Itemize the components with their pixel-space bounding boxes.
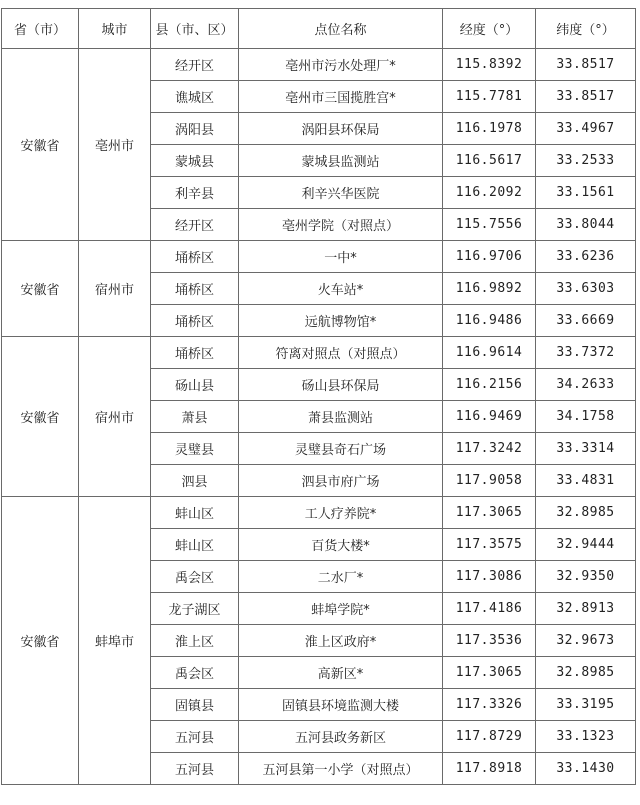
county-cell: 禹会区 bbox=[151, 561, 239, 593]
latitude-cell: 33.1430 bbox=[536, 753, 636, 785]
longitude-cell: 115.7781 bbox=[443, 81, 536, 113]
county-cell: 埇桥区 bbox=[151, 305, 239, 337]
county-cell: 萧县 bbox=[151, 401, 239, 433]
header-city: 城市 bbox=[79, 9, 151, 49]
county-cell: 固镇县 bbox=[151, 689, 239, 721]
latitude-cell: 33.8517 bbox=[536, 81, 636, 113]
longitude-cell: 116.9469 bbox=[443, 401, 536, 433]
longitude-cell: 117.3326 bbox=[443, 689, 536, 721]
latitude-cell: 32.8913 bbox=[536, 593, 636, 625]
county-cell: 龙子湖区 bbox=[151, 593, 239, 625]
site-name-cell: 二水厂* bbox=[239, 561, 443, 593]
table-row bbox=[2, 49, 636, 81]
province-cell: 安徽省 bbox=[2, 497, 79, 785]
header-row bbox=[2, 9, 636, 49]
site-name-cell: 利辛兴华医院 bbox=[239, 177, 443, 209]
longitude-cell: 117.3536 bbox=[443, 625, 536, 657]
county-cell: 五河县 bbox=[151, 721, 239, 753]
latitude-cell: 33.6236 bbox=[536, 241, 636, 273]
latitude-cell: 33.8044 bbox=[536, 209, 636, 241]
latitude-cell: 33.6669 bbox=[536, 305, 636, 337]
county-cell: 谯城区 bbox=[151, 81, 239, 113]
latitude-cell: 33.6303 bbox=[536, 273, 636, 305]
monitoring-sites-table bbox=[1, 8, 636, 785]
province-cell: 安徽省 bbox=[2, 241, 79, 337]
county-cell: 蚌山区 bbox=[151, 497, 239, 529]
site-name-cell: 一中* bbox=[239, 241, 443, 273]
longitude-cell: 117.4186 bbox=[443, 593, 536, 625]
header-county: 县（市、区） bbox=[151, 9, 239, 49]
site-name-cell: 火车站* bbox=[239, 273, 443, 305]
county-cell: 埇桥区 bbox=[151, 337, 239, 369]
site-name-cell: 百货大楼* bbox=[239, 529, 443, 561]
county-cell: 埇桥区 bbox=[151, 241, 239, 273]
latitude-cell: 33.1323 bbox=[536, 721, 636, 753]
longitude-cell: 116.2092 bbox=[443, 177, 536, 209]
table-row bbox=[2, 241, 636, 273]
province-cell: 安徽省 bbox=[2, 49, 79, 241]
table-row bbox=[2, 337, 636, 369]
latitude-cell: 33.7372 bbox=[536, 337, 636, 369]
site-name-cell: 蒙城县监测站 bbox=[239, 145, 443, 177]
latitude-cell: 32.9673 bbox=[536, 625, 636, 657]
longitude-cell: 116.9614 bbox=[443, 337, 536, 369]
county-cell: 经开区 bbox=[151, 49, 239, 81]
longitude-cell: 117.3065 bbox=[443, 497, 536, 529]
county-cell: 泗县 bbox=[151, 465, 239, 497]
longitude-cell: 117.9058 bbox=[443, 465, 536, 497]
latitude-cell: 33.3314 bbox=[536, 433, 636, 465]
city-cell: 宿州市 bbox=[79, 241, 151, 337]
county-cell: 利辛县 bbox=[151, 177, 239, 209]
site-name-cell: 蚌埠学院* bbox=[239, 593, 443, 625]
province-cell: 安徽省 bbox=[2, 337, 79, 497]
latitude-cell: 33.4831 bbox=[536, 465, 636, 497]
latitude-cell: 32.9444 bbox=[536, 529, 636, 561]
latitude-cell: 32.8985 bbox=[536, 497, 636, 529]
site-name-cell: 亳州学院（对照点） bbox=[239, 209, 443, 241]
header-longitude: 经度（°） bbox=[443, 9, 536, 49]
latitude-cell: 33.2533 bbox=[536, 145, 636, 177]
county-cell: 灵璧县 bbox=[151, 433, 239, 465]
site-name-cell: 亳州市三国揽胜宫* bbox=[239, 81, 443, 113]
county-cell: 淮上区 bbox=[151, 625, 239, 657]
longitude-cell: 117.3065 bbox=[443, 657, 536, 689]
site-name-cell: 淮上区政府* bbox=[239, 625, 443, 657]
longitude-cell: 116.9892 bbox=[443, 273, 536, 305]
latitude-cell: 34.1758 bbox=[536, 401, 636, 433]
city-cell: 亳州市 bbox=[79, 49, 151, 241]
site-name-cell: 固镇县环境监测大楼 bbox=[239, 689, 443, 721]
longitude-cell: 117.3575 bbox=[443, 529, 536, 561]
site-name-cell: 五河县第一小学（对照点） bbox=[239, 753, 443, 785]
county-cell: 砀山县 bbox=[151, 369, 239, 401]
table-body bbox=[2, 49, 636, 785]
latitude-cell: 33.3195 bbox=[536, 689, 636, 721]
header-latitude: 纬度（°） bbox=[536, 9, 636, 49]
latitude-cell: 33.1561 bbox=[536, 177, 636, 209]
latitude-cell: 33.8517 bbox=[536, 49, 636, 81]
county-cell: 经开区 bbox=[151, 209, 239, 241]
county-cell: 涡阳县 bbox=[151, 113, 239, 145]
site-name-cell: 高新区* bbox=[239, 657, 443, 689]
county-cell: 五河县 bbox=[151, 753, 239, 785]
longitude-cell: 115.7556 bbox=[443, 209, 536, 241]
city-cell: 宿州市 bbox=[79, 337, 151, 497]
latitude-cell: 32.9350 bbox=[536, 561, 636, 593]
site-name-cell: 远航博物馆* bbox=[239, 305, 443, 337]
longitude-cell: 117.8729 bbox=[443, 721, 536, 753]
site-name-cell: 五河县政务新区 bbox=[239, 721, 443, 753]
site-name-cell: 涡阳县环保局 bbox=[239, 113, 443, 145]
longitude-cell: 117.3242 bbox=[443, 433, 536, 465]
latitude-cell: 32.8985 bbox=[536, 657, 636, 689]
site-name-cell: 灵璧县奇石广场 bbox=[239, 433, 443, 465]
county-cell: 蒙城县 bbox=[151, 145, 239, 177]
site-name-cell: 泗县市府广场 bbox=[239, 465, 443, 497]
longitude-cell: 117.3086 bbox=[443, 561, 536, 593]
site-name-cell: 砀山县环保局 bbox=[239, 369, 443, 401]
longitude-cell: 117.8918 bbox=[443, 753, 536, 785]
latitude-cell: 34.2633 bbox=[536, 369, 636, 401]
site-name-cell: 符离对照点（对照点） bbox=[239, 337, 443, 369]
table-row bbox=[2, 497, 636, 529]
longitude-cell: 116.1978 bbox=[443, 113, 536, 145]
longitude-cell: 115.8392 bbox=[443, 49, 536, 81]
longitude-cell: 116.2156 bbox=[443, 369, 536, 401]
header-province: 省（市） bbox=[2, 9, 79, 49]
longitude-cell: 116.5617 bbox=[443, 145, 536, 177]
site-name-cell: 工人疗养院* bbox=[239, 497, 443, 529]
city-cell: 蚌埠市 bbox=[79, 497, 151, 785]
site-name-cell: 萧县监测站 bbox=[239, 401, 443, 433]
longitude-cell: 116.9486 bbox=[443, 305, 536, 337]
county-cell: 蚌山区 bbox=[151, 529, 239, 561]
county-cell: 埇桥区 bbox=[151, 273, 239, 305]
longitude-cell: 116.9706 bbox=[443, 241, 536, 273]
header-site-name: 点位名称 bbox=[239, 9, 443, 49]
county-cell: 禹会区 bbox=[151, 657, 239, 689]
site-name-cell: 亳州市污水处理厂* bbox=[239, 49, 443, 81]
latitude-cell: 33.4967 bbox=[536, 113, 636, 145]
